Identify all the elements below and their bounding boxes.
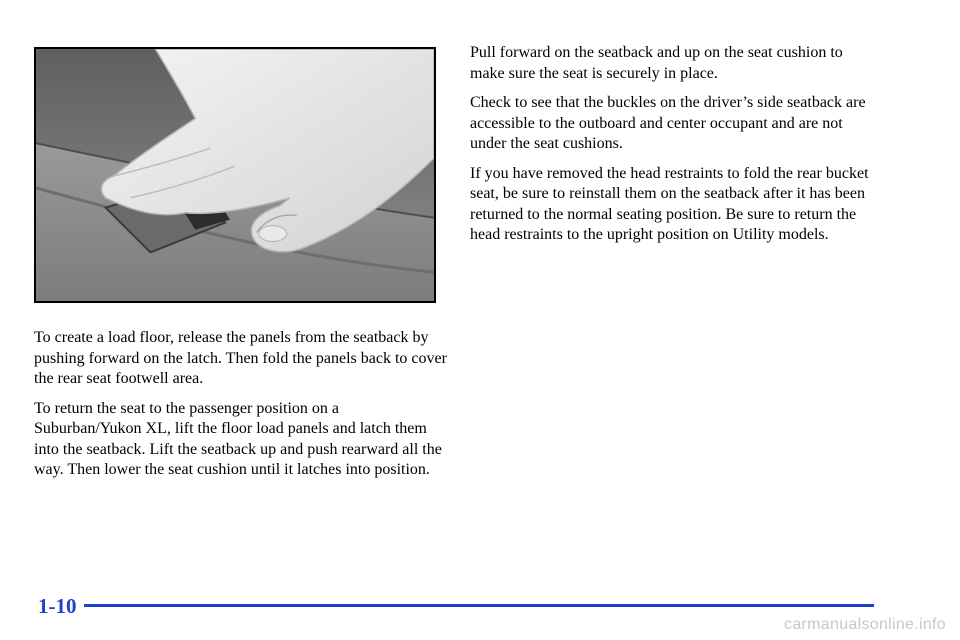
body-paragraph: To return the seat to the passenger position on a Suburban/Yukon XL, lift the floor load panels and latch them into the seatback. Lift the seatback up and push rearward all the way. Then lower the seat cushion until it latches into position. — [34, 399, 442, 478]
seat-latch-photo — [34, 47, 436, 303]
body-paragraph: To create a load floor, release the panels from the seatback by pushing forward on the latch. Then fold the panels back to cover the rear seat footwell area. — [34, 329, 447, 387]
body-paragraph: If you have removed the head restraints to fold the rear bucket seat, be sure to reinstall them on the seatback after it has been returned to the normal seating position. Be sure to return the head restraints to the upright position on Utility models. — [470, 164, 869, 243]
body-paragraph: Check to see that the buckles on the driver’s side seatback are accessible to the outboard and center occupant and are not under the seat cushions. — [470, 94, 866, 152]
body-paragraph: Pull forward on the seatback and up on the seat cushion to make sure the seat is securely in place. — [470, 44, 843, 82]
footer-rule — [84, 604, 874, 607]
hand-pushing-latch-illustration — [36, 49, 434, 301]
right-text-column — [470, 43, 880, 255]
left-text-column — [34, 328, 450, 490]
page-number: 1-10 — [38, 594, 77, 618]
watermark: carmanualsonline.info — [784, 616, 946, 633]
